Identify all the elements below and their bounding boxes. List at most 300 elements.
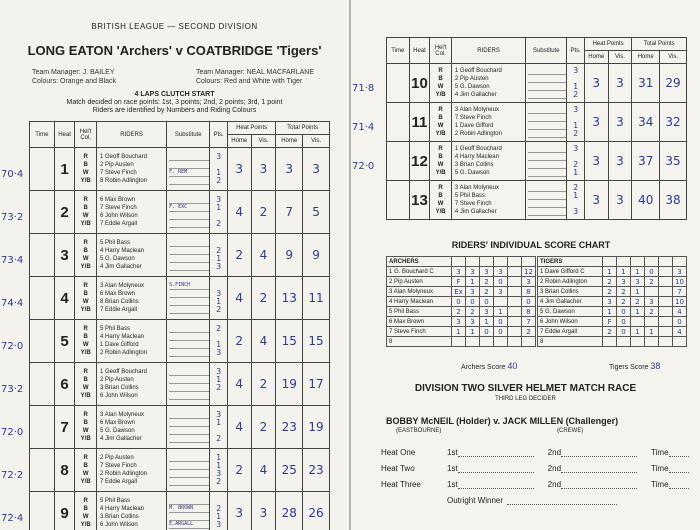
heat-time: 73·4 xyxy=(1,254,24,266)
heat-row xyxy=(387,64,687,103)
archers-score-label: Archers Score xyxy=(461,364,506,371)
total-points-home: 37 xyxy=(632,142,660,181)
substitute-line xyxy=(169,298,209,306)
team-label: ARCHERS xyxy=(387,257,452,267)
substitute-line xyxy=(528,106,566,114)
chart-rider-row xyxy=(538,317,687,327)
rider-name: 2 Robin Adlington xyxy=(99,350,148,356)
rider-name: 7 Steve Finch xyxy=(99,463,137,469)
substitute-line: E.ARGALL xyxy=(169,521,209,529)
rider-name: 2 Pip Austen xyxy=(99,455,134,461)
left-page xyxy=(0,0,349,530)
heat-time: 73·2 xyxy=(1,383,24,395)
rider-race-score: 1 xyxy=(631,287,645,297)
rider-race-score: 0 xyxy=(480,327,494,337)
rider-list xyxy=(96,406,166,449)
rider-list xyxy=(96,363,166,406)
rider-total: 4 xyxy=(673,307,687,317)
rider-race-score: 0 xyxy=(494,327,508,337)
rider-name: 7 Steve Finch xyxy=(99,205,137,211)
helmet-colour: B xyxy=(438,76,443,82)
rider-name: 5 Phil Bass xyxy=(454,193,485,199)
chart-header-cell xyxy=(508,257,522,267)
rider-name: 7 Steve Finch xyxy=(454,115,492,121)
total-points-vis: 15 xyxy=(303,320,330,363)
heat-row xyxy=(30,363,330,406)
rider-point: 3 xyxy=(216,195,222,204)
chart-header-cell xyxy=(466,257,480,267)
heat-points-vis: 3 xyxy=(608,103,632,142)
rider-points xyxy=(210,148,228,191)
helmet-colour: B xyxy=(83,420,88,426)
rider-point: 3 xyxy=(216,289,222,298)
rider-race-score xyxy=(659,327,673,337)
header-heat: Heat xyxy=(409,38,430,64)
helmet-colour: R xyxy=(83,240,88,246)
heat-number: 8 xyxy=(54,449,75,492)
heat-row xyxy=(30,234,330,277)
rider-name: 5 Phil Bass xyxy=(99,326,130,332)
heat-points-home: 4 xyxy=(227,406,251,449)
rider-point: 3 xyxy=(216,469,222,478)
helmet-colour: Y/B xyxy=(435,170,446,176)
helmet-colours xyxy=(75,406,97,449)
helmet-colours xyxy=(430,103,452,142)
rider-race-score xyxy=(508,297,522,307)
time-cell xyxy=(30,363,55,406)
substitute-line xyxy=(528,169,566,177)
time-cell xyxy=(30,148,55,191)
rider-race-score: 0 xyxy=(466,297,480,307)
rider-race-score: 0 xyxy=(494,317,508,327)
substitute-cell xyxy=(526,64,567,103)
rider-race-score xyxy=(508,267,522,277)
first-label: 1st xyxy=(447,464,458,473)
rider-race-score: 2 xyxy=(617,287,631,297)
rider-race-score xyxy=(494,337,508,347)
chart-rider-name: 8 xyxy=(538,337,603,347)
rider-race-score: 1 xyxy=(494,307,508,317)
substitute-line: M. BROWN xyxy=(169,505,209,513)
substitute-line xyxy=(169,427,209,435)
chart-rider-row xyxy=(387,297,536,307)
chart-rider-name: 3 Brian Collins xyxy=(538,287,603,297)
heat-time: 71·4 xyxy=(352,121,375,133)
rider-name: 4 Jim Gallacher xyxy=(454,92,497,98)
rider-list xyxy=(96,492,166,530)
rider-total xyxy=(673,337,687,347)
helmet-colour: B xyxy=(438,115,443,121)
time-cell xyxy=(30,277,55,320)
rider-point: 1 xyxy=(573,168,579,177)
rider-name: 5 Phil Bass xyxy=(99,498,130,504)
helmet-colour: Y/B xyxy=(435,92,446,98)
total-points-vis: 23 xyxy=(303,449,330,492)
rider-name: 3 Alan Molyneux xyxy=(99,283,145,289)
rider-race-score: 0 xyxy=(452,297,466,307)
rider-race-score: 2 xyxy=(631,297,645,307)
header-total-points: Total Points xyxy=(276,122,330,135)
rider-name: 5 G. Dawson xyxy=(454,170,490,176)
rider-name: 6 John Wilson xyxy=(99,522,138,528)
helmet-colour: W xyxy=(82,256,89,262)
rider-point: 3 xyxy=(216,410,222,419)
heat-row xyxy=(30,406,330,449)
rider-name: 2 Robin Adlington xyxy=(99,471,148,477)
second-dots xyxy=(561,448,637,457)
rider-list xyxy=(451,64,525,103)
helmet-colour: W xyxy=(82,170,89,176)
heat-points-vis: 3 xyxy=(608,181,632,220)
archers-score xyxy=(461,361,517,371)
rider-race-score xyxy=(603,337,617,347)
heat-number: 1 xyxy=(54,148,75,191)
heat-time: 72·4 xyxy=(1,512,24,524)
header-heat-home: Home xyxy=(584,51,608,64)
rider-name: 7 Eddie Argall xyxy=(99,221,138,227)
rider-race-score: 1 xyxy=(631,327,645,337)
header-riders: RIDERS xyxy=(451,38,525,64)
rider-race-score xyxy=(659,307,673,317)
rider-point: 1 xyxy=(216,453,222,462)
rider-point: 2 xyxy=(216,246,222,255)
rider-name: 8 Brian Collins xyxy=(99,299,139,305)
total-points-vis: 9 xyxy=(303,234,330,277)
rider-name: 4 Harry Maclean xyxy=(99,248,144,254)
time-dots xyxy=(669,464,689,473)
rider-point: 2 xyxy=(573,183,579,192)
heat-number: 5 xyxy=(54,320,75,363)
rider-race-score: 0 xyxy=(645,267,659,277)
chart-rider-row xyxy=(387,287,536,297)
rider-race-score: 3 xyxy=(645,297,659,307)
rider-point: 3 xyxy=(216,367,222,376)
helmet-colour: W xyxy=(82,385,89,391)
rider-race-score xyxy=(659,337,673,347)
rider-race-score: 1 xyxy=(617,267,631,277)
header-riders: RIDERS xyxy=(96,122,166,148)
chart-rider-name: 4 Jim Gallacher xyxy=(538,297,603,307)
substitute-cell xyxy=(167,320,210,363)
rider-race-score: 1 xyxy=(645,327,659,337)
first-dots xyxy=(458,448,534,457)
tigers-score xyxy=(609,361,660,371)
rider-list xyxy=(96,320,166,363)
rider-point: 3 xyxy=(573,144,579,153)
total-points-home: 25 xyxy=(276,449,303,492)
helmet-colour: R xyxy=(83,283,88,289)
total-points-vis: 11 xyxy=(303,277,330,320)
rider-total xyxy=(522,337,536,347)
rider-race-score: 1 xyxy=(480,317,494,327)
second-label: 2nd xyxy=(547,464,562,473)
rider-name: 4 Jim Gallacher xyxy=(99,264,142,270)
away-colours: Colours: Red and White with Tiger xyxy=(196,78,303,85)
substitute-line: F. REM xyxy=(169,169,209,177)
rider-point: 1 xyxy=(216,375,222,384)
rider-race-score: 3 xyxy=(617,277,631,287)
heat-number: 13 xyxy=(409,181,430,220)
time-cell xyxy=(30,234,55,277)
chart-rider-name: 1 G. Bouchard C xyxy=(387,267,452,277)
helmet-colours xyxy=(75,320,97,363)
rider-race-score: 3 xyxy=(452,267,466,277)
heat-number: 10 xyxy=(409,64,430,103)
rider-point: 2 xyxy=(216,477,222,486)
total-points-home: 34 xyxy=(632,103,660,142)
heat-number: 3 xyxy=(54,234,75,277)
time-label: Time xyxy=(651,464,669,473)
heat-points-vis: 2 xyxy=(251,191,276,234)
chart-rider-name: 6 John Wilson xyxy=(538,317,603,327)
rider-name: 2 Pip Austen xyxy=(99,162,134,168)
rider-point: 1 xyxy=(216,418,222,427)
substitute-line xyxy=(528,114,566,122)
header-total-points: Total Points xyxy=(632,38,687,51)
rider-race-score: 2 xyxy=(645,307,659,317)
clutch-start: 4 LAPS CLUTCH START xyxy=(134,91,215,98)
chart-rider-name: 7 Eddie Argall xyxy=(538,327,603,337)
rider-race-score: 0 xyxy=(617,307,631,317)
helmet-colour: R xyxy=(83,369,88,375)
second-label: 2nd xyxy=(547,448,562,457)
match-race-heat xyxy=(381,448,689,457)
versus: v. xyxy=(493,416,501,426)
time-dots xyxy=(669,480,689,489)
helmet-colour: Y/B xyxy=(80,178,91,184)
rider-points xyxy=(567,142,585,181)
rider-point: 1 xyxy=(216,461,222,470)
helmet-colour: W xyxy=(82,514,89,520)
helmet-colour: W xyxy=(82,471,89,477)
rider-point: 3 xyxy=(216,152,222,161)
time-cell xyxy=(30,492,55,530)
rider-point: 2 xyxy=(573,160,579,169)
chart-rider-row xyxy=(387,337,536,347)
helmet-colour: R xyxy=(438,185,443,191)
header-substitute: Substitute xyxy=(167,122,210,148)
chart-rider-row xyxy=(538,287,687,297)
rider-race-score: 3 xyxy=(603,297,617,307)
substitute-line xyxy=(169,220,209,228)
rider-race-score: 2 xyxy=(452,307,466,317)
rider-name: 1 Geoff Bouchard xyxy=(454,68,502,74)
rider-name: 6 Max Brown xyxy=(99,420,135,426)
rider-race-score: F xyxy=(452,277,466,287)
heat-time: 72·2 xyxy=(1,469,24,481)
rider-race-score xyxy=(508,317,522,327)
substitute-line: S.FINCH xyxy=(169,282,209,290)
substitute-line xyxy=(169,435,209,443)
outright-label: Outright Winner xyxy=(447,496,504,505)
substitute-line xyxy=(528,200,566,208)
chart-rider-row xyxy=(387,277,536,287)
header-total-vis: Vis. xyxy=(660,51,687,64)
rider-race-score: 1 xyxy=(452,327,466,337)
substitute-line xyxy=(528,161,566,169)
archers-score-chart xyxy=(386,256,536,347)
total-points-vis: 19 xyxy=(303,406,330,449)
chart-rider-name: 5 G. Dawson xyxy=(538,307,603,317)
heat-points-home: 2 xyxy=(227,320,251,363)
heat-points-vis: 3 xyxy=(251,492,276,530)
heat-points-vis: 2 xyxy=(251,277,276,320)
rider-point: 1 xyxy=(216,512,222,521)
rider-name: 4 Harry Maclean xyxy=(454,154,499,160)
rider-name: 7 Eddie Argall xyxy=(99,307,138,313)
substitute-cell xyxy=(167,277,210,320)
substitute-line xyxy=(169,239,209,247)
rider-name: 4 Harry Maclean xyxy=(99,334,144,340)
rider-name: 1 Dave Gifford xyxy=(454,123,494,129)
rider-race-score: 3 xyxy=(466,287,480,297)
helmet-colour: W xyxy=(437,162,444,168)
rider-total: 0 xyxy=(673,317,687,327)
chart-rider-row xyxy=(538,307,687,317)
rider-point: 1 xyxy=(216,297,222,306)
rider-name: 3 Alan Molyneux xyxy=(454,185,499,191)
heat-time: 72·0 xyxy=(1,340,24,352)
race-rules xyxy=(0,91,349,115)
substitute-line xyxy=(169,333,209,341)
away-team-info xyxy=(196,68,314,86)
substitute-cell xyxy=(167,406,210,449)
rider-race-score: 2 xyxy=(603,327,617,337)
heat-points-home: 4 xyxy=(227,277,251,320)
rider-total: 2 xyxy=(522,327,536,337)
rider-race-score: 3 xyxy=(494,267,508,277)
tigers-score-chart xyxy=(537,256,687,347)
rider-point: 1 xyxy=(216,340,222,349)
heat-number: 9 xyxy=(54,492,75,530)
total-points-vis: 32 xyxy=(660,103,687,142)
rider-race-score: 1 xyxy=(603,267,617,277)
rider-points xyxy=(210,277,228,320)
rider-points xyxy=(567,181,585,220)
substitute-line xyxy=(528,192,566,200)
first-label: 1st xyxy=(447,448,458,457)
second-dots xyxy=(561,464,637,473)
points-rule: Match decided on race points: 1st, 3 points; 2nd, 2 points; 3rd, 1 point xyxy=(66,99,283,106)
rider-point: 2 xyxy=(216,176,222,185)
rider-point: 3 xyxy=(573,66,579,75)
helmet-colour: W xyxy=(437,84,444,90)
rider-total: 4 xyxy=(673,327,687,337)
rider-name: 3 Brian Collins xyxy=(454,162,494,168)
total-points-home: 13 xyxy=(276,277,303,320)
helmet-colour: R xyxy=(83,455,88,461)
helmet-colour: Y/B xyxy=(80,393,91,399)
first-dots xyxy=(458,480,534,489)
helmet-colours xyxy=(430,142,452,181)
rider-race-score xyxy=(659,277,673,287)
heat-number: 12 xyxy=(409,142,430,181)
rider-name: 2 Pip Austen xyxy=(454,76,489,82)
rider-points xyxy=(210,492,228,530)
heat-number: 6 xyxy=(54,363,75,406)
silver-helmet-title: DIVISION TWO SILVER HELMET MATCH RACE xyxy=(414,383,637,394)
chart-rider-name: 5 Phil Bass xyxy=(387,307,452,317)
header-heat-vis: Vis. xyxy=(251,135,276,148)
time-cell xyxy=(30,191,55,234)
heat-points-home: 3 xyxy=(584,103,608,142)
heat-row xyxy=(387,103,687,142)
rider-race-score: 1 xyxy=(466,277,480,287)
rider-point: 3 xyxy=(216,348,222,357)
chart-header-cell xyxy=(603,257,617,267)
chart-rider-name: 8 xyxy=(387,337,452,347)
chart-rider-row xyxy=(538,297,687,307)
rider-race-score: F xyxy=(603,317,617,327)
header-helmet-colour: Hel't Col. xyxy=(430,38,452,64)
total-points-home: 23 xyxy=(276,406,303,449)
total-points-vis: 3 xyxy=(303,148,330,191)
rider-race-score xyxy=(645,287,659,297)
time-dots xyxy=(669,448,689,457)
substitute-line xyxy=(169,247,209,255)
heat-row xyxy=(30,191,330,234)
time-cell xyxy=(387,181,410,220)
substitute-line xyxy=(169,454,209,462)
score-chart-title: RIDERS' INDIVIDUAL SCORE CHART xyxy=(451,240,611,250)
heat-label: Heat One xyxy=(381,448,416,457)
rider-name: 5 G. Dawson xyxy=(99,428,135,434)
rider-name: 6 John Wilson xyxy=(99,393,138,399)
heat-time: 72·0 xyxy=(1,426,24,438)
header-substitute: Substitute xyxy=(526,38,567,64)
rider-race-score: 2 xyxy=(480,277,494,287)
rider-race-score xyxy=(508,277,522,287)
rider-race-score: 0 xyxy=(494,277,508,287)
time-label: Time xyxy=(651,448,669,457)
helmet-colour: B xyxy=(83,334,88,340)
substitute-line xyxy=(169,411,209,419)
rider-list xyxy=(451,142,525,181)
heat-points-home: 2 xyxy=(227,449,251,492)
rider-race-score: 2 xyxy=(645,277,659,287)
heat-row xyxy=(30,320,330,363)
rider-list xyxy=(96,449,166,492)
substitute-line xyxy=(528,153,566,161)
rider-point: 1 xyxy=(573,121,579,130)
rider-point xyxy=(210,392,227,400)
first-dots xyxy=(458,464,534,473)
helmet-colour: B xyxy=(83,506,88,512)
rider-race-score: 1 xyxy=(466,327,480,337)
match-race-riders xyxy=(386,416,618,426)
helmet-colour: Y/B xyxy=(435,209,446,215)
heat-points-vis: 3 xyxy=(608,64,632,103)
total-points-vis: 26 xyxy=(303,492,330,530)
substitute-cell xyxy=(167,191,210,234)
header-total-home: Home xyxy=(276,135,303,148)
header-total-vis: Vis. xyxy=(303,135,330,148)
substitute-line xyxy=(528,83,566,91)
heat-row xyxy=(30,148,330,191)
header-heat-points: Heat Points xyxy=(227,122,275,135)
total-points-vis: 17 xyxy=(303,363,330,406)
rider-race-score: 0 xyxy=(480,297,494,307)
home-colours: Colours: Orange and Black xyxy=(32,78,117,85)
rider-race-score xyxy=(631,337,645,347)
helmet-colours xyxy=(430,64,452,103)
helmet-colour: B xyxy=(83,162,88,168)
rider-name: 3 Alan Molyneux xyxy=(454,107,499,113)
rider-point: 3 xyxy=(573,207,579,216)
substitute-cell xyxy=(526,103,567,142)
rider-race-score xyxy=(659,317,673,327)
heat-number: 7 xyxy=(54,406,75,449)
